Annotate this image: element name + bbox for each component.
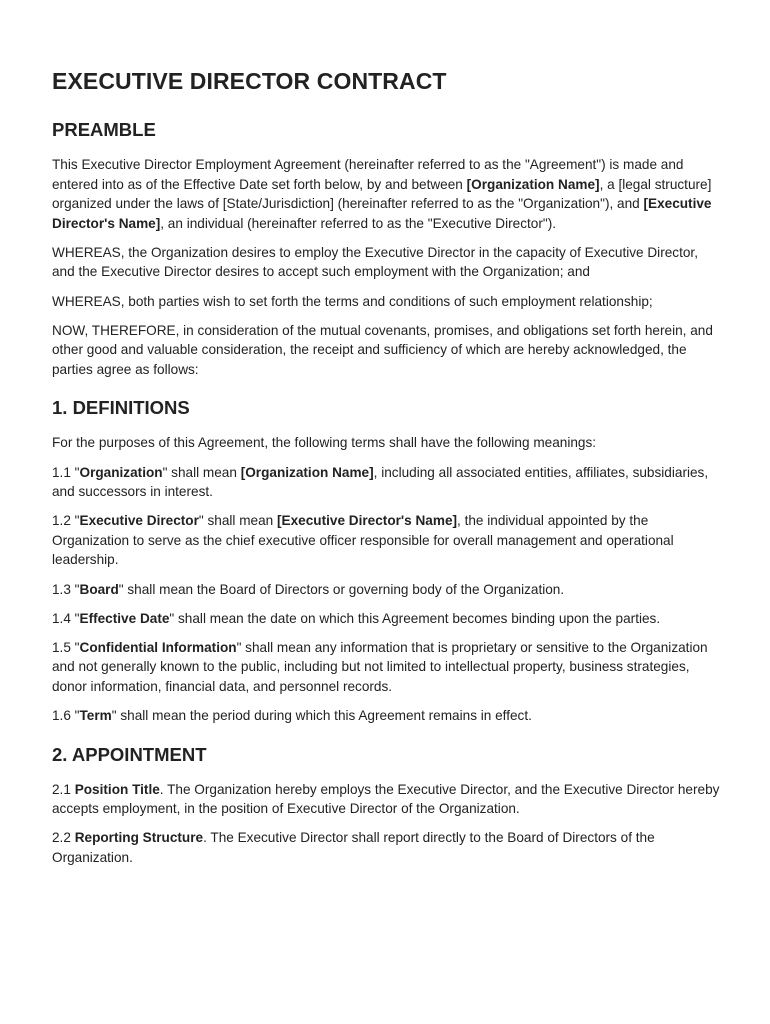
- definition-item: [52, 511, 720, 570]
- defined-term: Term: [79, 707, 112, 723]
- definition-item: [52, 706, 720, 726]
- preamble-paragraph-2: WHEREAS, the Organization desires to employ the Executive Director in the capacity of Executive Director, and the Executive Director desires to accept such employment with the Organization; and: [52, 244, 698, 280]
- preamble-text: This Executive Director Employment Agreement (hereinafter referred to as the "Agreement") is made and entered into as of the Effective Date set forth below, by and between: [52, 157, 684, 192]
- appointment-item: [52, 780, 720, 819]
- clause-number: 2.1: [52, 781, 75, 797]
- definition-item: [52, 609, 720, 629]
- clause-number: 1.6 ": [52, 707, 80, 723]
- definition-item: [52, 580, 720, 600]
- defined-term: Executive Director: [79, 513, 199, 529]
- defined-term: Organization: [79, 464, 163, 480]
- preamble-section: [52, 119, 720, 379]
- placeholder-organization-name: [Organization Name]: [466, 176, 600, 192]
- clause-number: 1.3 ": [52, 581, 80, 597]
- placeholder-executive-director-name: [Executive Director's Name]: [52, 196, 712, 231]
- clause-text: , the individual appointed by the Organization to serve as the chief executive officer responsible for overall management and operational leadership.: [52, 513, 674, 568]
- clause-heading: Position Title: [74, 781, 160, 797]
- preamble-text: , a [legal structure] organized under the laws of [State/Jurisdiction] (hereinafter referred to as the "Organization"), and: [52, 176, 712, 212]
- preamble-paragraph-3: WHEREAS, both parties wish to set forth the terms and conditions of such employment relationship;: [52, 293, 653, 309]
- clause-heading: Reporting Structure: [74, 830, 204, 846]
- clause-number: 1.5 ": [52, 639, 80, 655]
- definitions-intro: For the purposes of this Agreement, the following terms shall have the following meanings:: [52, 435, 597, 451]
- clause-text: " shall mean: [162, 464, 241, 480]
- document-page: [52, 68, 720, 877]
- clause-number: 1.1 ": [52, 464, 80, 480]
- clause-text: " shall mean any information that is proprietary or sensitive to the Organization and not generally known to the public, including but not limited to intellectual property, business strategies, donor information, financial data, and personnel records.: [52, 639, 708, 694]
- defined-term: Board: [79, 581, 119, 597]
- defined-term: Effective Date: [79, 610, 170, 626]
- appointment-section: [52, 744, 720, 868]
- clause-text: , including all associated entities, affiliates, subsidiaries, and successors in interest.: [52, 464, 709, 500]
- document-title: EXECUTIVE DIRECTOR CONTRACT: [52, 68, 447, 94]
- defined-term: Confidential Information: [79, 639, 237, 655]
- clause-text: " shall mean the period during which this Agreement remains in effect.: [111, 707, 532, 723]
- definition-item: [52, 638, 720, 697]
- placeholder-reference: [Executive Director's Name]: [277, 513, 458, 529]
- preamble-paragraph-4: NOW, THEREFORE, in consideration of the mutual covenants, promises, and obligations set forth herein, and other good and valuable consideration, the receipt and sufficiency of which are hereby acknowledged, the parties agree as follows:: [52, 322, 713, 377]
- clause-text: " shall mean: [198, 513, 278, 529]
- clause-number: 2.2: [52, 830, 75, 846]
- clause-text: " shall mean the date on which this Agreement becomes binding upon the parties.: [169, 610, 661, 626]
- preamble-paragraph-1: [52, 155, 720, 233]
- clause-text: " shall mean the Board of Directors or governing body of the Organization.: [118, 581, 565, 597]
- definitions-heading: 1. DEFINITIONS: [52, 397, 190, 419]
- appointment-heading: 2. APPOINTMENT: [52, 743, 207, 765]
- appointment-item: [52, 828, 720, 867]
- definitions-section: [52, 397, 720, 725]
- clause-text: . The Executive Director shall report directly to the Board of Directors of the Organization.: [52, 830, 655, 865]
- definition-item: [52, 463, 720, 502]
- clause-number: 1.2 ": [52, 513, 80, 529]
- preamble-text: , an individual (hereinafter referred to as the "Executive Director").: [160, 215, 556, 231]
- preamble-heading: PREAMBLE: [52, 119, 156, 140]
- clause-number: 1.4 ": [52, 610, 80, 626]
- clause-text: . The Organization hereby employs the Executive Director, and the Executive Director hereby accepts employment, in the position of Executive Director of the Organization.: [52, 781, 720, 817]
- placeholder-reference: [Organization Name]: [240, 464, 374, 480]
